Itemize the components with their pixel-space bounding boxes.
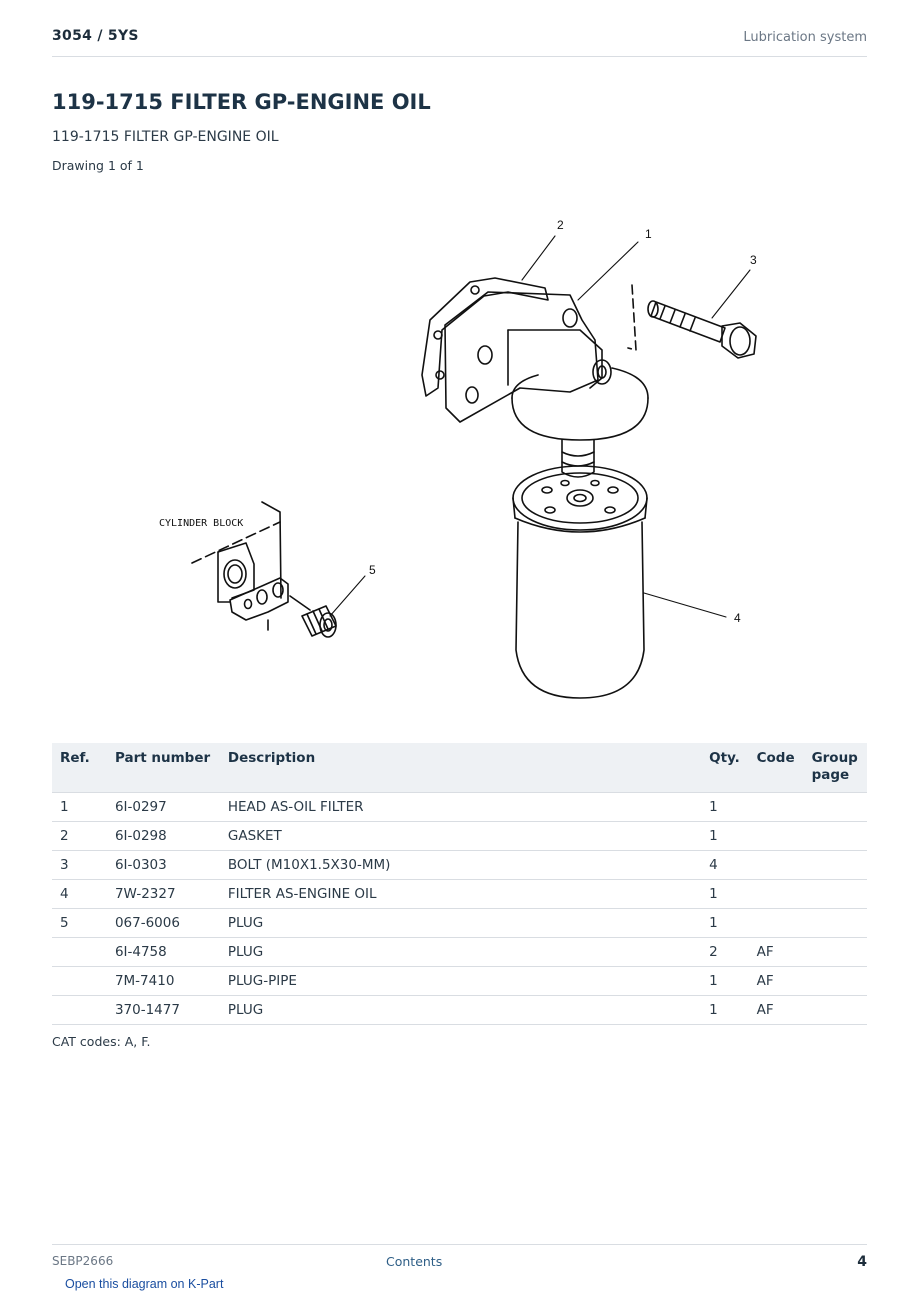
description-cell: HEAD AS-OIL FILTER [220, 793, 701, 822]
document-id: SEBP2666 [52, 1254, 114, 1268]
part-number-cell: 370-1477 [107, 996, 220, 1025]
ref-cell: 5 [52, 909, 107, 938]
group-page-cell [804, 967, 867, 996]
page-subtitle: 119-1715 FILTER GP-ENGINE OIL [52, 129, 279, 145]
part-number-cell: 6I-0303 [107, 851, 220, 880]
code-cell [749, 909, 804, 938]
table-row [52, 996, 867, 1025]
page-title: 119-1715 FILTER GP-ENGINE OIL [52, 90, 431, 114]
kpart-diagram-link[interactable]: Open this diagram on K-Part [65, 1277, 224, 1291]
callout-1: 1 [645, 227, 652, 241]
ref-cell [52, 967, 107, 996]
col-part-number: Part number [107, 743, 220, 793]
oil-filter-drawing [513, 466, 647, 698]
code-cell [749, 793, 804, 822]
model-label: 3054 / 5YS [52, 28, 139, 44]
parts-table [52, 743, 867, 1025]
page-header [52, 28, 867, 57]
qty-cell: 1 [701, 909, 748, 938]
table-row [52, 880, 867, 909]
group-page-cell [804, 996, 867, 1025]
col-group-page: Group page [804, 743, 867, 793]
col-ref: Ref. [52, 743, 107, 793]
cylinder-block-label: CYLINDER BLOCK [159, 518, 244, 529]
qty-cell: 1 [701, 793, 748, 822]
plug-drawing [302, 606, 336, 637]
col-qty: Qty. [701, 743, 748, 793]
qty-cell: 1 [701, 822, 748, 851]
table-row [52, 793, 867, 822]
table-row [52, 851, 867, 880]
callout-2: 2 [557, 218, 564, 232]
part-number-cell: 6I-4758 [107, 938, 220, 967]
ref-cell: 3 [52, 851, 107, 880]
part-number-cell: 6I-0297 [107, 793, 220, 822]
table-row [52, 909, 867, 938]
col-code: Code [749, 743, 804, 793]
code-cell: AF [749, 996, 804, 1025]
table-row [52, 967, 867, 996]
group-page-cell [804, 938, 867, 967]
description-cell: PLUG [220, 938, 701, 967]
callout-4: 4 [734, 611, 741, 625]
ref-cell [52, 996, 107, 1025]
bolt-drawing [651, 302, 725, 342]
col-description: Description [220, 743, 701, 793]
ref-cell: 2 [52, 822, 107, 851]
table-header-row [52, 743, 867, 793]
description-cell: PLUG [220, 996, 701, 1025]
part-number-cell: 7M-7410 [107, 967, 220, 996]
group-page-cell [804, 822, 867, 851]
drawing-count: Drawing 1 of 1 [52, 158, 144, 173]
page-footer [52, 1244, 867, 1271]
description-cell: PLUG-PIPE [220, 967, 701, 996]
group-page-cell [804, 909, 867, 938]
callout-3: 3 [750, 253, 757, 267]
part-number-cell: 6I-0298 [107, 822, 220, 851]
group-page-cell [804, 880, 867, 909]
contents-link[interactable]: Contents [386, 1254, 443, 1269]
description-cell: GASKET [220, 822, 701, 851]
page-number: 4 [857, 1254, 867, 1270]
ref-cell: 1 [52, 793, 107, 822]
ref-cell: 4 [52, 880, 107, 909]
part-number-cell: 7W-2327 [107, 880, 220, 909]
code-cell [749, 822, 804, 851]
qty-cell: 1 [701, 880, 748, 909]
group-page-cell [804, 793, 867, 822]
code-cell [749, 851, 804, 880]
table-row [52, 822, 867, 851]
code-cell [749, 880, 804, 909]
cat-codes-note: CAT codes: A, F. [52, 1034, 151, 1049]
part-number-cell: 067-6006 [107, 909, 220, 938]
qty-cell: 4 [701, 851, 748, 880]
group-page-cell [804, 851, 867, 880]
code-cell: AF [749, 967, 804, 996]
ref-cell [52, 938, 107, 967]
qty-cell: 1 [701, 967, 748, 996]
table-row [52, 938, 867, 967]
description-cell: BOLT (M10X1.5X30-MM) [220, 851, 701, 880]
code-cell: AF [749, 938, 804, 967]
section-label: Lubrication system [743, 30, 867, 45]
description-cell: PLUG [220, 909, 701, 938]
qty-cell: 1 [701, 996, 748, 1025]
parts-diagram [150, 200, 770, 710]
description-cell: FILTER AS-ENGINE OIL [220, 880, 701, 909]
callout-5: 5 [369, 563, 376, 577]
qty-cell: 2 [701, 938, 748, 967]
